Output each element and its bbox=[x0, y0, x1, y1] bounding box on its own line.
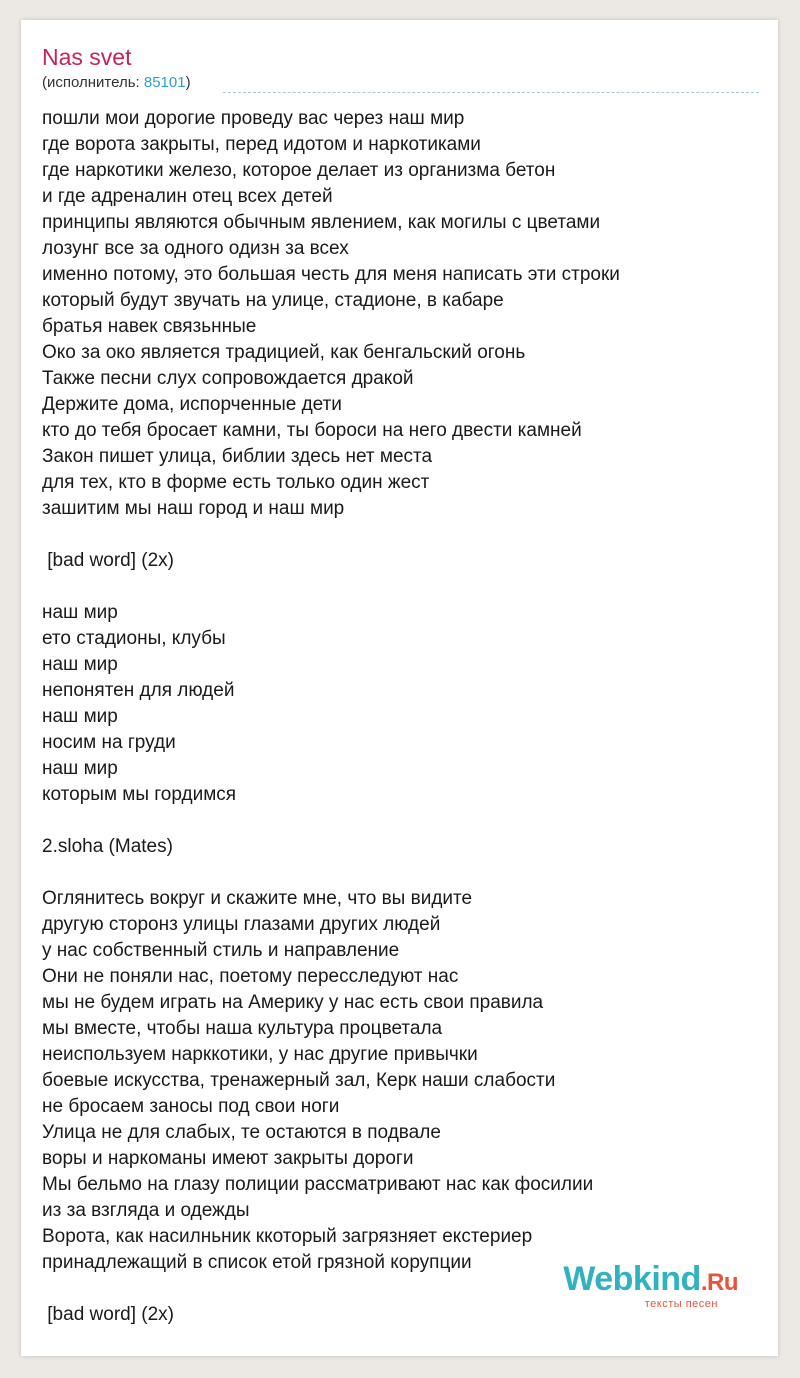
lyric-line: у нас собственный стиль и направление bbox=[42, 940, 400, 961]
lyric-line: наш мир bbox=[42, 706, 118, 727]
lyric-line bbox=[42, 860, 762, 886]
lyric-line bbox=[42, 574, 762, 600]
lyric-line bbox=[42, 808, 762, 834]
lyric-line: Око за око является традицией, как бенгальский огонь bbox=[42, 342, 526, 363]
logo-wordmark bbox=[538, 1262, 738, 1300]
logo-tagline: тексты песен bbox=[644, 1298, 718, 1310]
lyric-line: Мы бельмо на глазу полиции рассматривают нас как фосилии bbox=[42, 1174, 594, 1195]
lyric-line: непонятен для людей bbox=[42, 680, 235, 701]
artist-line bbox=[42, 74, 191, 92]
title-divider bbox=[223, 92, 759, 93]
lyric-line: Улица не для слабых, те остаются в подвале bbox=[42, 1122, 441, 1143]
lyric-line: принадлежащий в список етой грязной корупции bbox=[42, 1252, 472, 1273]
lyric-line: [bad word] (2x) bbox=[42, 1304, 174, 1325]
lyric-line: мы не будем играть на Америку у нас есть свои правила bbox=[42, 992, 544, 1013]
artist-suffix: ) bbox=[185, 74, 191, 91]
lyric-line: именно потому, это большая честь для меня написать эти строки bbox=[42, 264, 620, 285]
lyric-line: ето стадионы, клубы bbox=[42, 628, 226, 649]
lyric-line: лозунг все за одного одизн за всех bbox=[42, 238, 349, 259]
lyric-line: воры и наркоманы имеют закрыты дороги bbox=[42, 1148, 414, 1169]
lyric-line: которым мы гордимся bbox=[42, 784, 237, 805]
lyric-line: где ворота закрыты, перед идотом и наркотиками bbox=[42, 134, 481, 155]
lyric-line: братья навек связьнные bbox=[42, 316, 257, 337]
lyric-line: другую сторонз улицы глазами других людей bbox=[42, 914, 441, 935]
lyric-line: Оглянитесь вокруг и скажите мне, что вы видите bbox=[42, 888, 473, 909]
lyric-line: неиспользуем нарккотики, у нас другие привычки bbox=[42, 1044, 478, 1065]
lyric-line: Также песни слух сопровождается дракой bbox=[42, 368, 414, 389]
lyric-line: наш мир bbox=[42, 654, 118, 675]
lyric-line: мы вместе, чтобы наша культура процветала bbox=[42, 1018, 443, 1039]
lyrics-text bbox=[42, 106, 762, 1328]
lyric-line: наш мир bbox=[42, 602, 118, 623]
artist-link[interactable]: 85101 bbox=[143, 74, 186, 91]
logo-tld: .Ru bbox=[700, 1269, 738, 1296]
lyric-line: наш мир bbox=[42, 758, 118, 779]
lyric-line: зашитим мы наш город и наш мир bbox=[42, 498, 345, 519]
lyric-line: кто до тебя бросает камни, ты бороси на него двести камней bbox=[42, 420, 582, 441]
lyric-line: [bad word] (2x) bbox=[42, 550, 174, 571]
lyric-line: носим на груди bbox=[42, 732, 176, 753]
artist-prefix: (исполнитель: bbox=[42, 74, 144, 91]
lyric-line: который будут звучать на улице, стадионе, в кабаре bbox=[42, 290, 504, 311]
lyric-line: для тех, кто в форме есть только один жест bbox=[42, 472, 430, 493]
lyric-line: Они не поняли нас, поетому пересследуют нас bbox=[42, 966, 459, 987]
lyric-line: не бросаем заносы под свои ноги bbox=[42, 1096, 340, 1117]
lyric-line: 2.sloha (Mates) bbox=[42, 836, 173, 857]
lyric-line: Закон пишет улица, библии здесь нет места bbox=[42, 446, 433, 467]
song-title: Nas svet bbox=[42, 44, 132, 70]
lyric-line: боевые искусства, тренажерный зал, Керк наши слабости bbox=[42, 1070, 556, 1091]
lyric-line: и где адреналин отец всех детей bbox=[42, 186, 333, 207]
site-logo[interactable] bbox=[538, 1262, 738, 1310]
lyric-line: Держите дома, испорченные дети bbox=[42, 394, 342, 415]
lyric-line: Ворота, как насилньник ккоторый загрязняет екстериер bbox=[42, 1226, 533, 1247]
lyric-line: из за взгляда и одежды bbox=[42, 1200, 250, 1221]
lyric-line bbox=[42, 522, 762, 548]
lyric-line: пошли мои дорогие проведу вас через наш мир bbox=[42, 108, 465, 129]
logo-brand: Webkind bbox=[563, 1260, 701, 1298]
lyric-line: где наркотики железо, которое делает из организма бетон bbox=[42, 160, 556, 181]
lyrics-card bbox=[21, 20, 778, 1356]
lyric-line: принципы являются обычным явлением, как могилы с цветами bbox=[42, 212, 601, 233]
